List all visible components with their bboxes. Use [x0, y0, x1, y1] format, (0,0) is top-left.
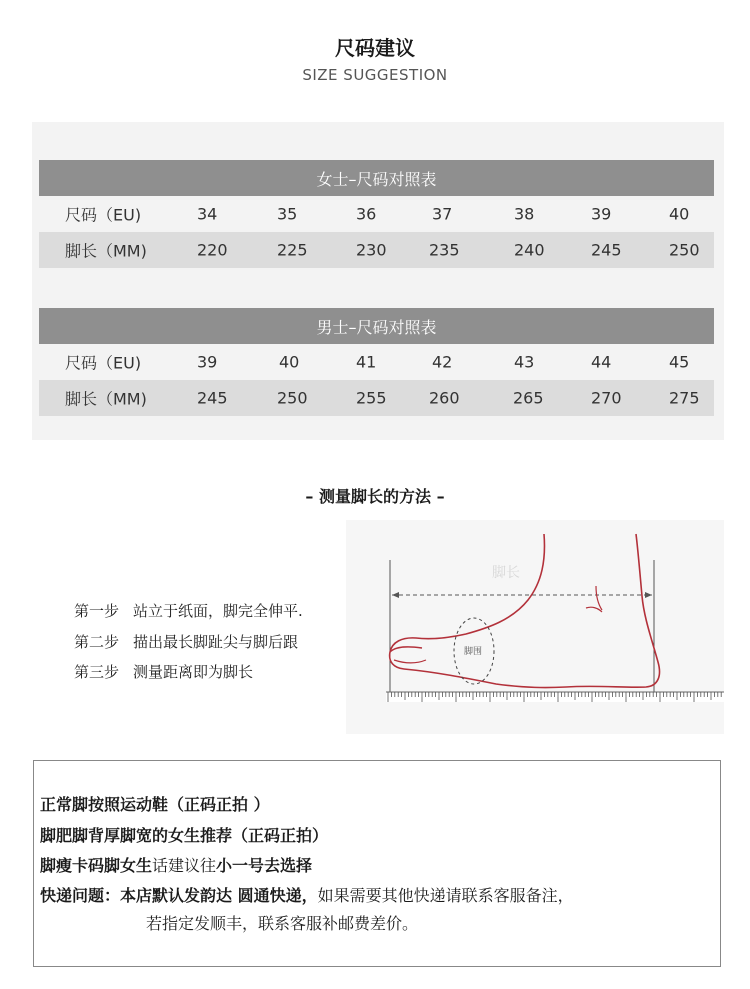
note-line-1: 正常脚按照运动鞋（正码正拍 ） — [40, 795, 270, 814]
row-label: 尺码（EU) — [65, 353, 142, 373]
note-text: 脚肥脚背厚脚宽的 — [40, 826, 169, 845]
table-cell: 250 — [669, 240, 700, 260]
step-1 — [74, 600, 303, 621]
note-text: 推荐（正码正拍） — [200, 826, 329, 845]
step-number: 第一步 — [74, 602, 120, 620]
table-cell: 42 — [432, 352, 453, 372]
step-number: 第三步 — [74, 663, 120, 681]
table-cell: 44 — [591, 352, 612, 372]
women-table-title: 女士–尺码对照表 — [39, 160, 714, 196]
table-cell: 255 — [356, 388, 387, 408]
table-cell: 225 — [277, 240, 308, 260]
note-text: 话建议往 — [152, 856, 217, 875]
table-cell: 220 — [197, 240, 228, 260]
row-label: 脚长（MM) — [65, 389, 147, 409]
table-row — [39, 344, 714, 380]
length-label: 脚长 — [492, 565, 520, 581]
table-cell: 35 — [277, 204, 298, 224]
page-subtitle: SIZE SUGGESTION — [302, 66, 448, 84]
table-cell: 270 — [591, 388, 622, 408]
table-cell: 235 — [429, 240, 460, 260]
table-cell: 45 — [669, 352, 690, 372]
page-title: 尺码建议 — [335, 36, 415, 60]
note-text: 脚瘦卡码脚女生 — [40, 856, 153, 875]
note-line-2 — [40, 823, 328, 846]
table-cell: 240 — [514, 240, 545, 260]
step-3 — [74, 661, 253, 682]
note-text: 小一号去选择 — [216, 856, 313, 875]
table-cell: 39 — [197, 352, 218, 372]
table-cell: 36 — [356, 204, 377, 224]
note-line-4 — [40, 883, 574, 906]
table-cell: 245 — [197, 388, 228, 408]
step-number: 第二步 — [74, 633, 120, 651]
table-cell: 250 — [277, 388, 308, 408]
table-cell: 38 — [514, 204, 535, 224]
table-cell: 260 — [429, 388, 460, 408]
table-cell: 40 — [669, 204, 690, 224]
table-cell: 41 — [356, 352, 377, 372]
men-size-table — [39, 308, 714, 416]
table-cell: 265 — [513, 388, 544, 408]
notes-box — [33, 760, 721, 967]
step-2 — [74, 631, 298, 652]
table-cell: 275 — [669, 388, 700, 408]
note-text: 快递问题：本店默认发韵达 圆通快递， — [40, 886, 318, 905]
men-table-title: 男士–尺码对照表 — [39, 308, 714, 344]
table-cell: 40 — [279, 352, 300, 372]
table-row — [39, 380, 714, 416]
table-cell: 230 — [356, 240, 387, 260]
row-label: 脚长（MM) — [65, 241, 147, 261]
table-cell: 39 — [591, 204, 612, 224]
girth-label: 脚围 — [464, 647, 483, 657]
note-text: 女生 — [168, 826, 201, 845]
note-line-5: 若指定发顺丰，联系客服补邮费差价。 — [146, 914, 419, 933]
women-size-table — [39, 160, 714, 268]
row-label: 尺码（EU) — [65, 205, 142, 225]
method-title: – 测量脚长的方法 – — [305, 487, 445, 506]
step-text: 站立于纸面，脚完全伸平. — [133, 602, 303, 620]
table-cell: 245 — [591, 240, 622, 260]
table-row — [39, 196, 714, 232]
table-cell: 43 — [514, 352, 535, 372]
step-text: 描出最长脚趾尖与脚后跟 — [133, 633, 299, 651]
note-text: 如果需要其他快递请联系客服备注， — [317, 886, 574, 905]
table-row — [39, 232, 714, 268]
table-cell: 37 — [432, 204, 453, 224]
foot-measurement-illustration — [346, 520, 724, 734]
note-line-3 — [40, 853, 312, 876]
step-text: 测量距离即为脚长 — [133, 663, 254, 681]
table-cell: 34 — [197, 204, 218, 224]
